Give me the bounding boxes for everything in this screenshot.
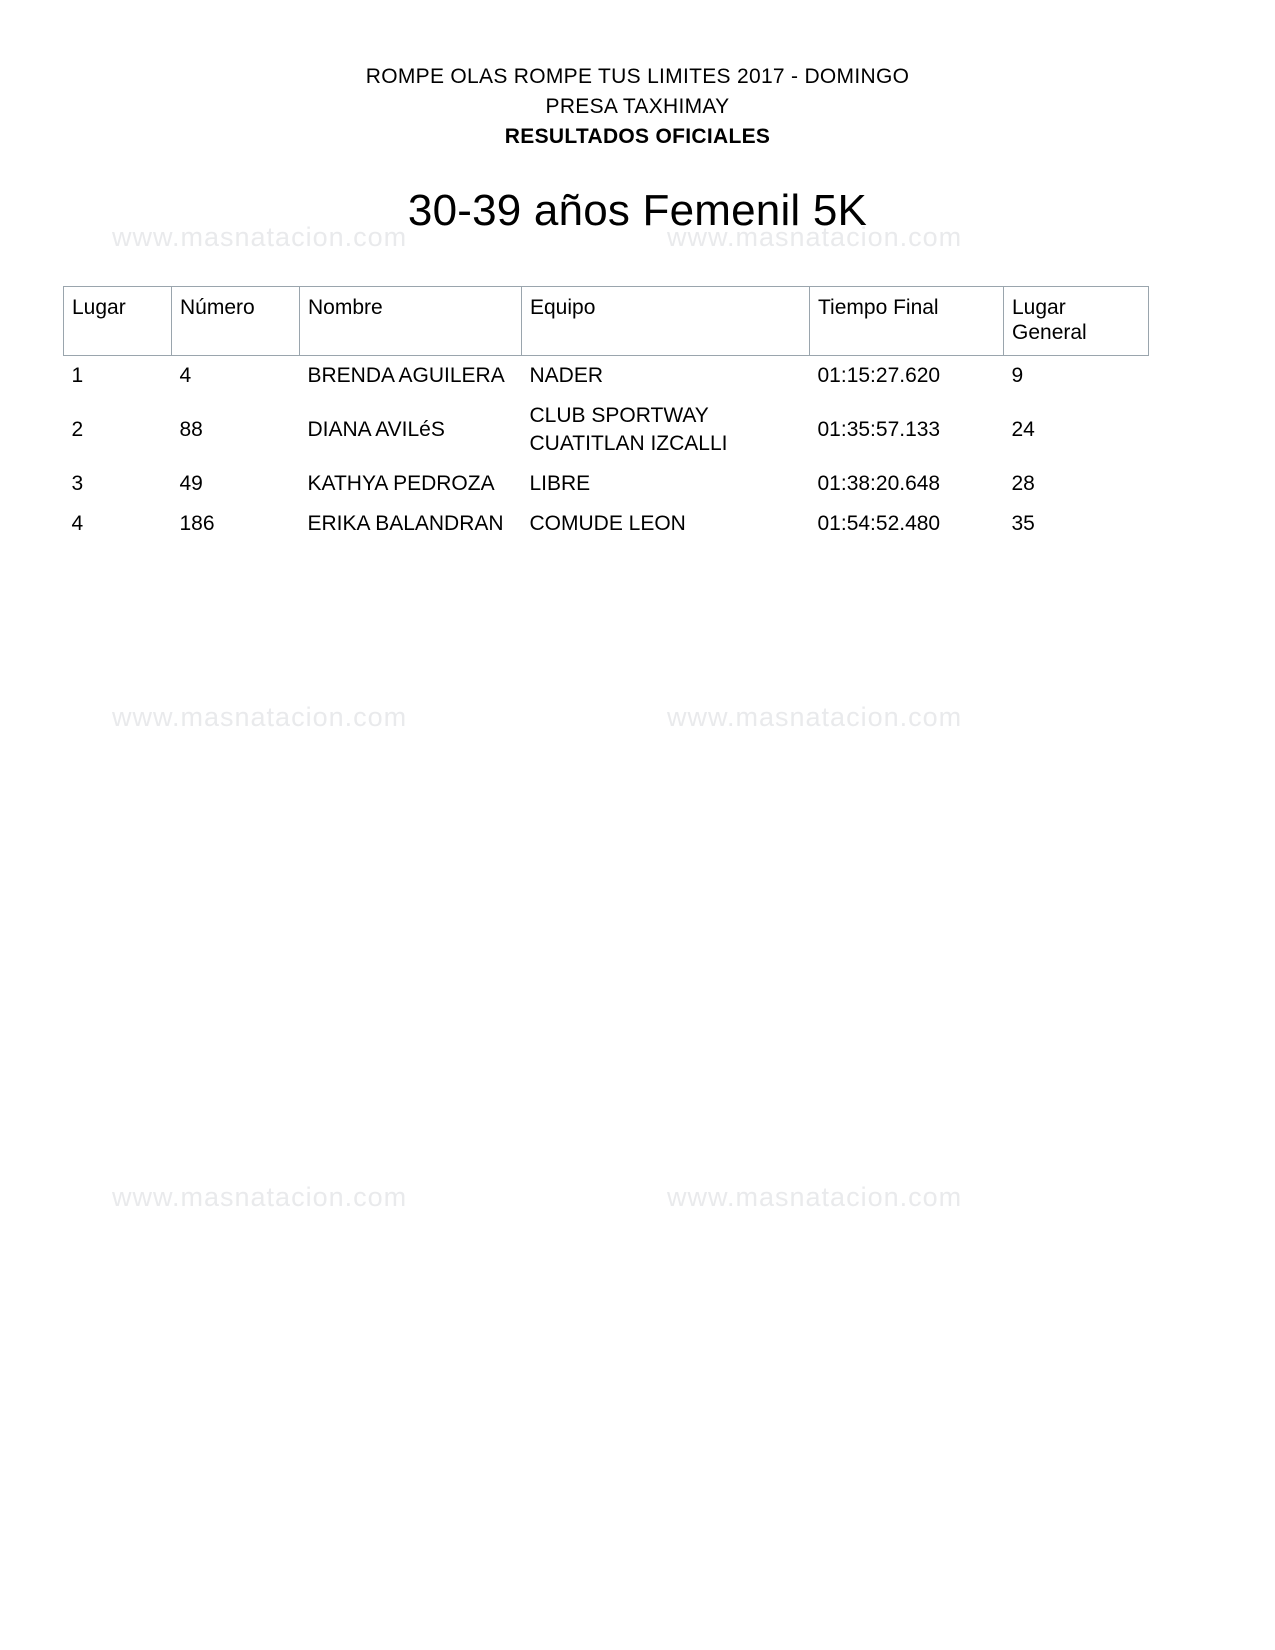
watermark: www.masnatacion.com bbox=[112, 222, 408, 252]
table-row bbox=[64, 396, 1149, 464]
column-header-lugar: Lugar bbox=[64, 287, 172, 356]
column-header-numero: Número bbox=[172, 287, 300, 356]
cell-nombre: DIANA AVILéS bbox=[307, 418, 445, 441]
watermark: www.masnatacion.com bbox=[112, 702, 408, 732]
cell-nombre: KATHYA PEDROZA bbox=[307, 472, 495, 495]
document-subtitle: RESULTADOS OFICIALES bbox=[504, 125, 771, 148]
cell-tiempo-final: 01:38:20.648 bbox=[817, 472, 941, 495]
table-row bbox=[64, 504, 1149, 544]
cell-numero: 186 bbox=[179, 512, 215, 535]
results-table bbox=[63, 286, 1149, 544]
watermark: www.masnatacion.com bbox=[667, 1182, 963, 1212]
table-body bbox=[64, 356, 1149, 545]
cell-numero: 88 bbox=[179, 418, 203, 441]
cell-tiempo-final: 01:15:27.620 bbox=[817, 364, 941, 387]
table-header bbox=[64, 287, 1149, 356]
table-header-row bbox=[64, 287, 1149, 356]
cell-lugar-general: 24 bbox=[1011, 418, 1035, 441]
watermark: www.masnatacion.com bbox=[112, 1182, 408, 1212]
column-header-equipo: Equipo bbox=[522, 287, 810, 356]
cell-nombre: BRENDA AGUILERA bbox=[307, 364, 505, 387]
page-title: 30-39 años Femenil 5K bbox=[407, 186, 868, 235]
cell-tiempo-final: 01:35:57.133 bbox=[817, 418, 941, 441]
cell-lugar: 3 bbox=[71, 472, 84, 495]
cell-tiempo-final: 01:54:52.480 bbox=[817, 512, 941, 535]
cell-lugar: 1 bbox=[71, 364, 84, 387]
column-header-lugar-general: Lugar General bbox=[1004, 287, 1149, 356]
cell-lugar-general: 35 bbox=[1011, 512, 1035, 535]
results-table-container bbox=[63, 286, 1148, 544]
table-row bbox=[64, 464, 1149, 504]
cell-equipo: CLUB SPORTWAY CUATITLAN IZCALLI bbox=[529, 404, 728, 455]
watermark: www.masnatacion.com bbox=[667, 702, 963, 732]
cell-lugar: 4 bbox=[71, 512, 84, 535]
watermark: www.masnatacion.com bbox=[667, 222, 963, 252]
event-name: ROMPE OLAS ROMPE TUS LIMITES 2017 - DOMINGO bbox=[365, 65, 910, 88]
cell-equipo: NADER bbox=[529, 364, 604, 387]
cell-nombre: ERIKA BALANDRAN bbox=[307, 512, 504, 535]
cell-lugar-general: 28 bbox=[1011, 472, 1035, 495]
column-header-tiempo-final: Tiempo Final bbox=[810, 287, 1004, 356]
cell-numero: 49 bbox=[179, 472, 203, 495]
event-venue: PRESA TAXHIMAY bbox=[545, 95, 730, 118]
cell-numero: 4 bbox=[179, 364, 192, 387]
cell-equipo: LIBRE bbox=[529, 472, 591, 495]
cell-lugar-general: 9 bbox=[1011, 364, 1024, 387]
document-header bbox=[0, 62, 1275, 152]
cell-lugar: 2 bbox=[71, 418, 84, 441]
cell-equipo: COMUDE LEON bbox=[529, 512, 686, 535]
table-row bbox=[64, 356, 1149, 397]
column-header-nombre: Nombre bbox=[300, 287, 522, 356]
